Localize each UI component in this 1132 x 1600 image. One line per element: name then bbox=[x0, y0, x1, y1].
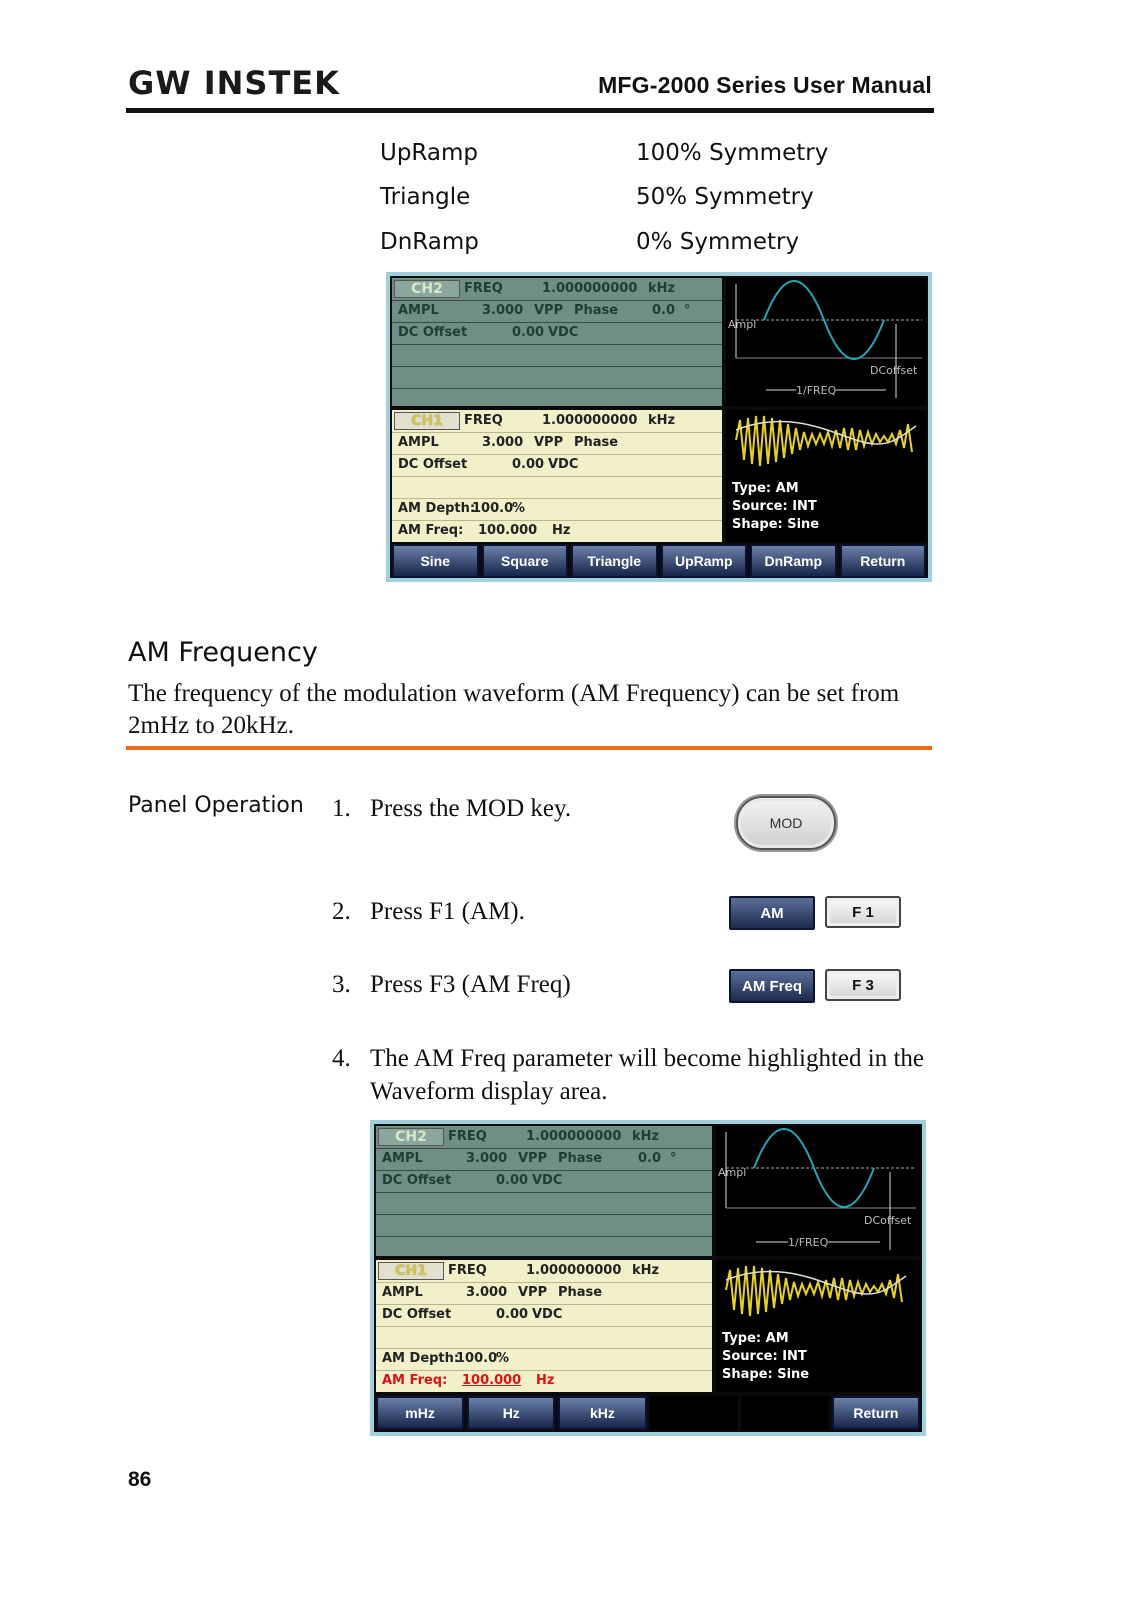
ch1-freq-value: 1.000000000 bbox=[542, 413, 638, 428]
ch1-am-depth-value: 100.0 bbox=[472, 501, 514, 516]
ch2-freq-value: 1.000000000 bbox=[542, 281, 638, 296]
ch1-am-freq-label-highlighted: AM Freq: bbox=[382, 1373, 448, 1388]
modulation-info bbox=[722, 1330, 809, 1384]
ch2-ampl-unit: VPP bbox=[534, 303, 564, 318]
shape-triangle: Triangle bbox=[380, 184, 471, 210]
mod-source: Source: INT bbox=[732, 499, 817, 514]
ch2-dc-value: 0.00 bbox=[512, 325, 545, 340]
ch1-am-freq-unit-highlighted: Hz bbox=[536, 1373, 555, 1388]
ch2-phase-value: 0.0 bbox=[652, 303, 676, 318]
shape-upramp: UpRamp bbox=[380, 140, 479, 166]
ch1-dc-value: 0.00 bbox=[512, 457, 545, 472]
ch1-freq-label: FREQ bbox=[448, 1263, 487, 1278]
ch1-badge: CH1 bbox=[394, 412, 460, 430]
shape-dnramp: DnRamp bbox=[380, 229, 479, 255]
ch1-am-freq-value: 100.000 bbox=[478, 523, 538, 538]
ch2-badge: CH2 bbox=[394, 280, 460, 298]
am-softkey[interactable]: AM bbox=[729, 896, 815, 930]
step-number: 4. bbox=[332, 1045, 351, 1072]
ch2-waveform-preview bbox=[716, 1126, 920, 1256]
ch2-phase-label: Phase bbox=[574, 303, 619, 318]
mod-source: Source: INT bbox=[722, 1349, 807, 1364]
section-description: The frequency of the modulation waveform (AM Frequency) can be set from 2mHz to 20kHz. bbox=[128, 680, 900, 739]
ch2-panel bbox=[392, 278, 722, 406]
header-rule bbox=[126, 108, 934, 113]
softkey-hz[interactable]: Hz bbox=[467, 1396, 555, 1430]
ch1-freq-unit: kHz bbox=[648, 413, 676, 428]
ch1-ampl-label: AMPL bbox=[398, 435, 439, 450]
mod-shape: Shape: Sine bbox=[732, 517, 820, 532]
ch1-am-depth-label: AM Depth: bbox=[398, 501, 476, 516]
ch2-phase-unit: ° bbox=[684, 303, 691, 318]
ch2-badge: CH2 bbox=[378, 1128, 444, 1146]
ch1-phase-label: Phase bbox=[558, 1285, 603, 1300]
ch1-dc-unit: VDC bbox=[532, 1307, 563, 1322]
ch2-dc-unit: VDC bbox=[548, 325, 579, 340]
display-screenshot-2 bbox=[370, 1120, 926, 1436]
ch1-freq-value: 1.000000000 bbox=[526, 1263, 622, 1278]
softkey-blank-5 bbox=[741, 1396, 829, 1430]
step-4 bbox=[332, 1042, 932, 1112]
ch2-phase-value: 0.0 bbox=[638, 1151, 662, 1166]
mod-shape: Shape: Sine bbox=[722, 1367, 810, 1382]
softkey-return[interactable]: Return bbox=[840, 544, 927, 578]
ch1-am-depth-unit: % bbox=[496, 1351, 510, 1366]
display-screenshot-1 bbox=[386, 272, 932, 582]
ch1-freq-unit: kHz bbox=[632, 1263, 660, 1278]
softkey-khz[interactable]: kHz bbox=[558, 1396, 646, 1430]
ch1-am-waveform-preview bbox=[726, 410, 926, 542]
section-title: AM Frequency bbox=[128, 637, 318, 668]
ch1-badge: CH1 bbox=[378, 1262, 444, 1280]
page-number: 86 bbox=[128, 1468, 152, 1491]
symmetry-dnramp: 0% Symmetry bbox=[636, 229, 800, 255]
ch2-freq-label: FREQ bbox=[448, 1129, 487, 1144]
ch2-ampl-label: AMPL bbox=[382, 1151, 423, 1166]
ch2-freq-value: 1.000000000 bbox=[526, 1129, 622, 1144]
ch1-dc-unit: VDC bbox=[548, 457, 579, 472]
ampl-axis-label: Ampl bbox=[728, 318, 757, 331]
ch2-dc-label: DC Offset bbox=[382, 1173, 452, 1188]
ch2-dc-unit: VDC bbox=[532, 1173, 563, 1188]
ch2-freq-unit: kHz bbox=[632, 1129, 660, 1144]
ch1-dc-value: 0.00 bbox=[496, 1307, 529, 1322]
softkey-bar-1 bbox=[392, 544, 926, 578]
softkey-upramp[interactable]: UpRamp bbox=[661, 544, 748, 578]
ch1-am-freq-label: AM Freq: bbox=[398, 523, 464, 538]
step-number: 1. bbox=[332, 795, 351, 822]
ampl-axis-label: Ampl bbox=[718, 1166, 747, 1179]
ch1-am-freq-unit: Hz bbox=[552, 523, 571, 538]
ch1-dc-label: DC Offset bbox=[398, 457, 468, 472]
step-text: Press F1 (AM). bbox=[370, 898, 525, 925]
ch2-waveform-preview bbox=[726, 278, 926, 406]
modulation-info bbox=[732, 480, 819, 534]
step-1 bbox=[332, 792, 932, 832]
ch1-freq-label: FREQ bbox=[464, 413, 503, 428]
f1-key[interactable]: F 1 bbox=[825, 896, 901, 928]
softkey-mhz[interactable]: mHz bbox=[376, 1396, 464, 1430]
am-wave-graphic bbox=[726, 410, 926, 480]
gw-instek-logo: GW INSTEK bbox=[128, 64, 340, 102]
step-text: The AM Freq parameter will become highlighted in the Waveform display area. bbox=[370, 1045, 925, 1105]
ch1-ampl-unit: VPP bbox=[534, 435, 564, 450]
ch1-am-freq-value-highlighted[interactable]: 100.000 bbox=[462, 1373, 522, 1388]
ch1-panel bbox=[392, 410, 722, 542]
section-divider bbox=[126, 746, 932, 750]
symmetry-triangle: 50% Symmetry bbox=[636, 184, 814, 210]
ch1-ampl-value: 3.000 bbox=[466, 1285, 508, 1300]
dcoffset-axis-label: DCoffset bbox=[864, 1214, 912, 1227]
ch1-dc-label: DC Offset bbox=[382, 1307, 452, 1322]
period-axis-label: 1/FREQ bbox=[788, 1236, 829, 1249]
panel-operation-label: Panel Operation bbox=[128, 793, 304, 818]
ch1-ampl-label: AMPL bbox=[382, 1285, 423, 1300]
ch1-phase-label: Phase bbox=[574, 435, 619, 450]
ch2-ampl-value: 3.000 bbox=[466, 1151, 508, 1166]
step-text: Press the MOD key. bbox=[370, 795, 572, 822]
softkey-dnramp[interactable]: DnRamp bbox=[750, 544, 837, 578]
f3-key[interactable]: F 3 bbox=[825, 969, 901, 1001]
ch2-dc-value: 0.00 bbox=[496, 1173, 529, 1188]
ch2-panel bbox=[376, 1126, 712, 1256]
step-number: 2. bbox=[332, 898, 351, 925]
step-number: 3. bbox=[332, 971, 351, 998]
ch2-ampl-value: 3.000 bbox=[482, 303, 524, 318]
ch2-freq-label: FREQ bbox=[464, 281, 503, 296]
step-text: Press F3 (AM Freq) bbox=[370, 971, 571, 998]
mod-type: Type: AM bbox=[722, 1331, 789, 1346]
ch1-am-waveform-preview bbox=[716, 1260, 920, 1392]
ch1-am-depth-label: AM Depth: bbox=[382, 1351, 460, 1366]
period-axis-label: 1/FREQ bbox=[796, 384, 837, 397]
ch2-freq-unit: kHz bbox=[648, 281, 676, 296]
mod-type: Type: AM bbox=[732, 481, 799, 496]
softkey-bar-2 bbox=[376, 1396, 920, 1430]
ch1-ampl-unit: VPP bbox=[518, 1285, 548, 1300]
am-freq-softkey[interactable]: AM Freq bbox=[729, 969, 815, 1003]
ch2-phase-label: Phase bbox=[558, 1151, 603, 1166]
manual-title: MFG-2000 Series User Manual bbox=[598, 72, 932, 98]
ch2-dc-label: DC Offset bbox=[398, 325, 468, 340]
softkey-triangle[interactable]: Triangle bbox=[571, 544, 658, 578]
ch1-am-depth-value: 100.0 bbox=[456, 1351, 498, 1366]
ch2-ampl-unit: VPP bbox=[518, 1151, 548, 1166]
am-wave-graphic bbox=[716, 1260, 920, 1330]
softkey-blank-4 bbox=[650, 1396, 738, 1430]
ch2-phase-unit: ° bbox=[670, 1151, 677, 1166]
ch2-ampl-label: AMPL bbox=[398, 303, 439, 318]
softkey-return[interactable]: Return bbox=[832, 1396, 920, 1430]
ch1-panel bbox=[376, 1260, 712, 1392]
ch1-ampl-value: 3.000 bbox=[482, 435, 524, 450]
mod-key-button[interactable]: MOD bbox=[736, 796, 836, 850]
softkey-square[interactable]: Square bbox=[482, 544, 569, 578]
dcoffset-axis-label: DCoffset bbox=[870, 364, 918, 377]
ch1-am-depth-unit: % bbox=[512, 501, 526, 516]
symmetry-upramp: 100% Symmetry bbox=[636, 140, 829, 166]
softkey-sine[interactable]: Sine bbox=[392, 544, 479, 578]
